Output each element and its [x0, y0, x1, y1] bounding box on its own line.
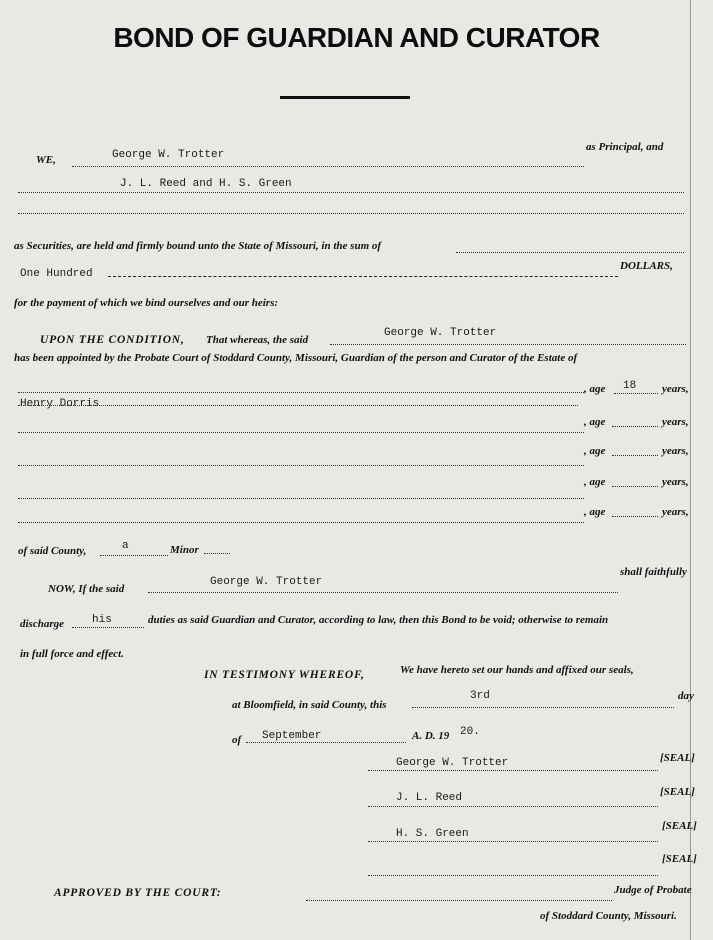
age-line-4: [612, 486, 658, 487]
title-underline: [280, 96, 410, 99]
sum-amount: One Hundred: [20, 268, 93, 280]
age-label-2: , age: [584, 416, 606, 428]
age-line-1: [614, 393, 658, 394]
day-value: 3rd: [470, 690, 490, 702]
years-label-3: years,: [662, 445, 689, 457]
securities-text: as Securities, are held and firmly bound unto the State of Missouri, in the sum of: [14, 240, 382, 252]
county-count-line: [100, 555, 168, 556]
of-label: of: [232, 734, 242, 746]
dollars-label: DOLLARS,: [620, 260, 673, 272]
years-label-1: years,: [662, 383, 689, 395]
ward-line-4: [18, 498, 584, 499]
full-force-text: in full force and effect.: [20, 648, 124, 660]
seal-2: [SEAL]: [660, 786, 695, 798]
payment-text: for the payment of which we bind ourselves and our heirs:: [14, 297, 279, 309]
signer-1: George W. Trotter: [396, 757, 509, 769]
minor-label: Minor: [170, 544, 199, 556]
age-line-5: [612, 516, 658, 517]
of-stoddard-label: of Stoddard County, Missouri.: [540, 910, 677, 922]
at-bloomfield-text: at Bloomfield, in said County, this: [232, 699, 387, 711]
age-line-3: [612, 455, 658, 456]
pronoun-line: [72, 627, 144, 628]
document-title: BOND OF GUARDIAN AND CURATOR: [113, 22, 600, 53]
duties-text: duties as said Guardian and Curator, according to law, then this Bond to be void; otherwise to remain: [148, 614, 609, 626]
signer-3: H. S. Green: [396, 828, 469, 840]
age-label-4: , age: [584, 476, 606, 488]
sum-words-line: [456, 252, 684, 253]
page-edge: [690, 0, 691, 940]
testimony-label: IN TESTIMONY WHEREOF,: [204, 669, 365, 681]
now-name: George W. Trotter: [210, 576, 323, 588]
seal-4: [SEAL]: [662, 853, 697, 865]
shall-faithfully-label: shall faithfully: [620, 566, 687, 578]
years-label-5: years,: [662, 506, 689, 518]
sum-dash-line: [108, 276, 618, 277]
day-label: day: [678, 690, 694, 702]
that-whereas-text: That whereas, the said: [206, 334, 309, 346]
age-label-3: , age: [584, 445, 606, 457]
ward-age: 18: [623, 380, 637, 392]
ward-name: Henry Dorris: [20, 398, 100, 410]
day-line: [412, 707, 674, 708]
blank-line: [18, 213, 684, 214]
ward-count: a: [122, 540, 129, 552]
signature-line-4: [368, 875, 658, 876]
ward-line-1: [18, 392, 584, 393]
signer-2: J. L. Reed: [396, 792, 463, 804]
pronoun: his: [92, 614, 112, 626]
principal-line: [72, 166, 584, 167]
approved-label: APPROVED BY THE COURT:: [54, 887, 222, 899]
ward-line-2: [18, 432, 584, 433]
testimony-text: We have hereto set our hands and affixed our seals,: [400, 664, 634, 676]
signature-line-2: [368, 806, 658, 807]
we-label: WE,: [36, 154, 56, 166]
month-value: September: [262, 730, 322, 742]
guardian-name: George W. Trotter: [384, 327, 497, 339]
securities-names: J. L. Reed and H. S. Green: [120, 178, 292, 190]
of-said-county-label: of said County,: [18, 545, 87, 557]
discharge-label: discharge: [20, 618, 64, 630]
signature-line-1: [368, 770, 658, 771]
judge-line: [306, 900, 612, 901]
seal-3: [SEAL]: [662, 820, 697, 832]
month-line: [246, 742, 406, 743]
judge-label: Judge of Probate: [614, 884, 692, 896]
upon-condition-label: UPON THE CONDITION,: [40, 334, 185, 346]
now-name-line: [148, 592, 618, 593]
years-label-4: years,: [662, 476, 689, 488]
minor-line: [204, 553, 230, 554]
year-value: 20.: [460, 726, 480, 738]
age-line-2: [612, 426, 658, 427]
age-label-1: , age: [584, 383, 606, 395]
signature-line-3: [368, 841, 658, 842]
ward-line-3: [18, 465, 584, 466]
seal-1: [SEAL]: [660, 752, 695, 764]
principal-name: George W. Trotter: [112, 149, 225, 161]
now-if-label: NOW, If the said: [48, 583, 125, 595]
securities-line: [18, 192, 684, 193]
appointed-text: has been appointed by the Probate Court of Stoddard County, Missouri, Guardian of the person and Curator of the Estate of: [14, 352, 578, 364]
ward-line-5: [18, 522, 584, 523]
ad-label: A. D. 19: [412, 730, 450, 742]
years-label-2: years,: [662, 416, 689, 428]
guardian-line: [330, 344, 686, 345]
age-label-5: , age: [584, 506, 606, 518]
as-principal-label: as Principal, and: [586, 141, 664, 153]
ward-underline-1: [18, 405, 578, 406]
